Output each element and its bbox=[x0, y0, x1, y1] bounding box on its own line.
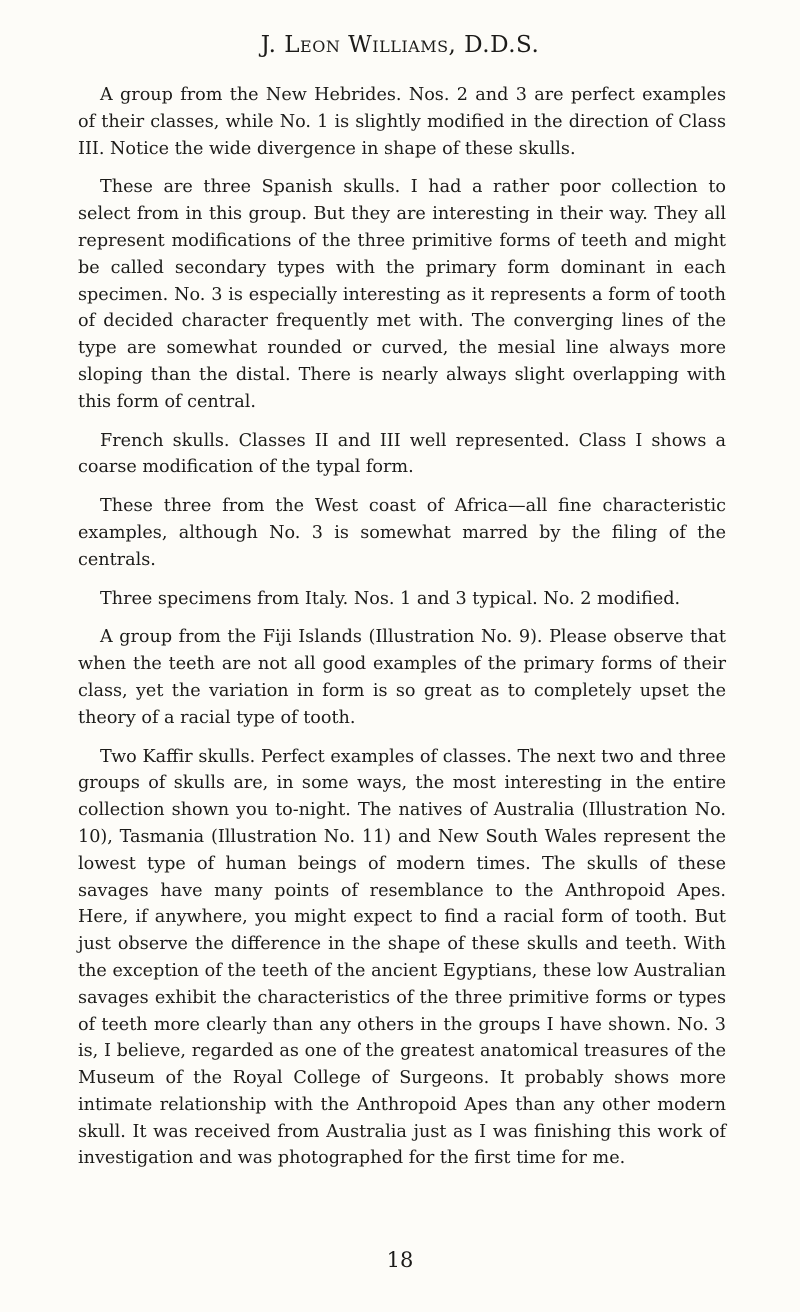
paragraph-fiji: A group from the Fiji Islands (Illustration No. 9). Please observe that when the teeth are not all good examples of the primary forms of their class, yet the variation in form is so great as to completely upset the theory of a racial type of tooth. bbox=[78, 627, 726, 728]
paragraph-west-africa: These three from the West coast of Africa—all fine characteristic examples, although No. 3 is somewhat marred by the filing of the centrals. bbox=[78, 496, 726, 570]
paragraph-kaffir-australia: Two Kaffir skulls. Perfect examples of classes. The next two and three groups of skulls are, in some ways, the most interesting in the entire collection shown you to-night. The natives of Australia (Illustration No. 10), Tasmania (Illustration No. 11) and New South Wales represent the lowest type of human beings of modern times. The skulls of these savages have many points of resemblance to the Anthropoid Apes. Here, if anywhere, you might expect to find a racial form of tooth. But just observe the difference in the shape of these skulls and teeth. With the exception of the teeth of the ancient Egyptians, these low Australian savages exhibit the characteristics of the three primitive forms or types of teeth more clearly than any others in the groups I have shown. No. 3 is, I believe, regarded as one of the greatest anatomical treasures of the Museum of the Royal College of Surgeons. It probably shows more intimate relationship with the Anthropoid Apes than any other modern skull. It was received from Australia just as I was finishing this work of investigation and was photographed for the first time for me. bbox=[78, 746, 726, 1169]
page-number: 18 bbox=[386, 1248, 414, 1272]
running-head: J. Leon Williams, D.D.S. bbox=[260, 32, 540, 58]
paragraph-italy: Three specimens from Italy. Nos. 1 and 3 typical. No. 2 modified. bbox=[100, 588, 681, 609]
paragraph-spanish-skulls: These are three Spanish skulls. I had a rather poor collection to select from in this group. But they are interesting in their way. They all represent modifications of the three primitive forms of teeth and might be called secondary types with the primary form dominant in each specimen. No. 3 is especially interesting as it represents a form of tooth of decided character frequently met with. The converging lines of the type are somewhat rounded or curved, the mesial line always more sloping than the distal. There is nearly always slight overlapping with this form of central. bbox=[78, 177, 726, 412]
paragraph-new-hebrides: A group from the New Hebrides. Nos. 2 and 3 are perfect examples of their classes, while No. 1 is slightly modified in the direction of Class III. Notice the wide divergence in shape of these skulls. bbox=[78, 85, 726, 159]
body-text bbox=[78, 82, 726, 1184]
paragraph-french-skulls: French skulls. Classes II and III well represented. Class I shows a coarse modification of the typal form. bbox=[78, 430, 726, 478]
